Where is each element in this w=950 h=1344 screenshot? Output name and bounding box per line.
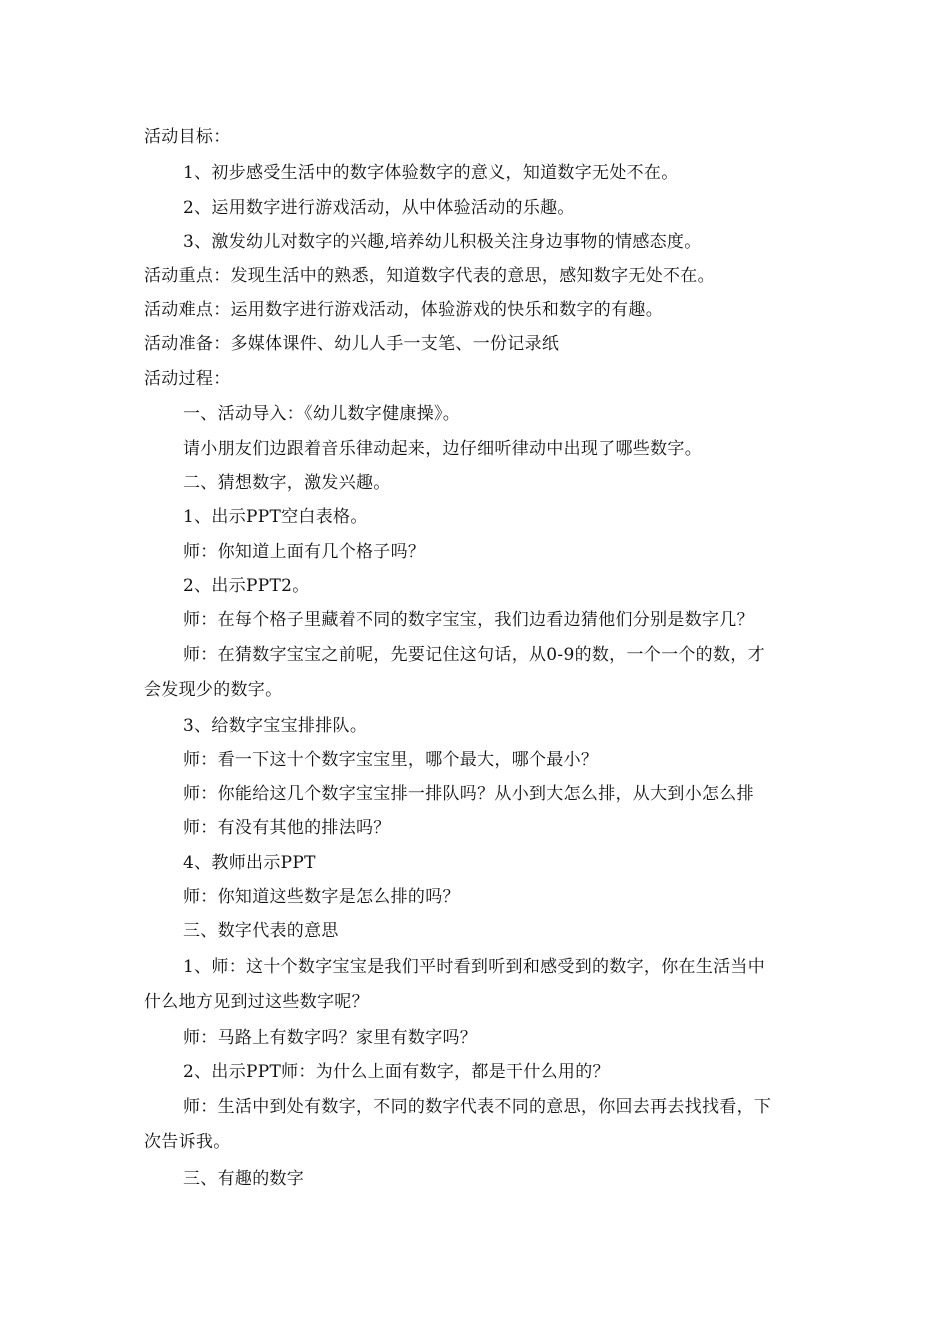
preparation-line: 活动准备：多媒体课件、幼儿人手一支笔、一份记录纸 (144, 334, 560, 354)
paragraph-line: 师：马路上有数字吗？家里有数字吗？ (183, 1028, 478, 1048)
process-step-2-heading: 二、猜想数字，激发兴趣。 (183, 473, 391, 493)
paragraph-line: 师：你知道这些数字是怎么排的吗？ (183, 887, 460, 907)
paragraph-line: 师：你知道上面有几个格子吗？ (183, 542, 426, 562)
goal-item-2: 2、运用数字进行游戏活动，从中体验活动的乐趣。 (183, 198, 575, 218)
paragraph-line: 4、教师出示PPT (183, 853, 316, 873)
key-point-line: 活动重点：发现生活中的熟悉，知道数字代表的意思，感知数字无处不在。 (144, 266, 715, 286)
paragraph-line: 2、出示PPT2。 (183, 576, 310, 596)
paragraph-line: 次告诉我。 (144, 1132, 231, 1152)
paragraph-line: 师：有没有其他的排法吗？ (183, 818, 391, 838)
process-step-4-heading: 三、有趣的数字 (183, 1169, 305, 1189)
goal-item-1: 1、初步感受生活中的数字体验数字的意义，知道数字无处不在。 (183, 163, 679, 183)
paragraph-line: 1、师：这十个数字宝宝是我们平时看到听到和感受到的数字，你在生活当中 (183, 957, 766, 977)
difficulty-line: 活动难点：运用数字进行游戏活动，体验游戏的快乐和数字的有趣。 (144, 300, 663, 320)
process-step-3-heading: 三、数字代表的意思 (183, 921, 339, 941)
paragraph-line: 2、出示PPT师：为什么上面有数字，都是干什么用的？ (183, 1062, 610, 1082)
paragraph-line: 1、出示PPT空白表格。 (183, 507, 368, 527)
paragraph-line: 师：生活中到处有数字，不同的数字代表不同的意思，你回去再去找找看，下 (183, 1097, 772, 1117)
paragraph-line: 请小朋友们边跟着音乐律动起来，边仔细听律动中出现了哪些数字。 (183, 439, 702, 459)
section-heading-goals: 活动目标： (144, 127, 231, 147)
paragraph-line: 师：在每个格子里藏着不同的数字宝宝，我们边看边猜他们分别是数字几？ (183, 610, 754, 630)
section-heading-process: 活动过程： (144, 369, 231, 389)
paragraph-line: 师：在猜数字宝宝之前呢，先要记住这句话，从0-9的数，一个一个的数，才 (183, 645, 765, 665)
paragraph-line: 师：你能给这几个数字宝宝排一排队吗？从小到大怎么排，从大到小怎么排 (183, 784, 754, 804)
paragraph-line: 3、给数字宝宝排排队。 (183, 716, 368, 736)
paragraph-line: 会发现少的数字。 (144, 680, 283, 700)
paragraph-line: 什么地方见到过这些数字呢？ (144, 992, 369, 1012)
process-step-1-heading: 一、活动导入：《幼儿数字健康操》。 (183, 404, 461, 424)
goal-item-3: 3、激发幼儿对数字的兴趣,培养幼儿积极关注身边事物的情感态度。 (183, 232, 702, 252)
paragraph-line: 师：看一下这十个数字宝宝里，哪个最大，哪个最小？ (183, 750, 599, 770)
